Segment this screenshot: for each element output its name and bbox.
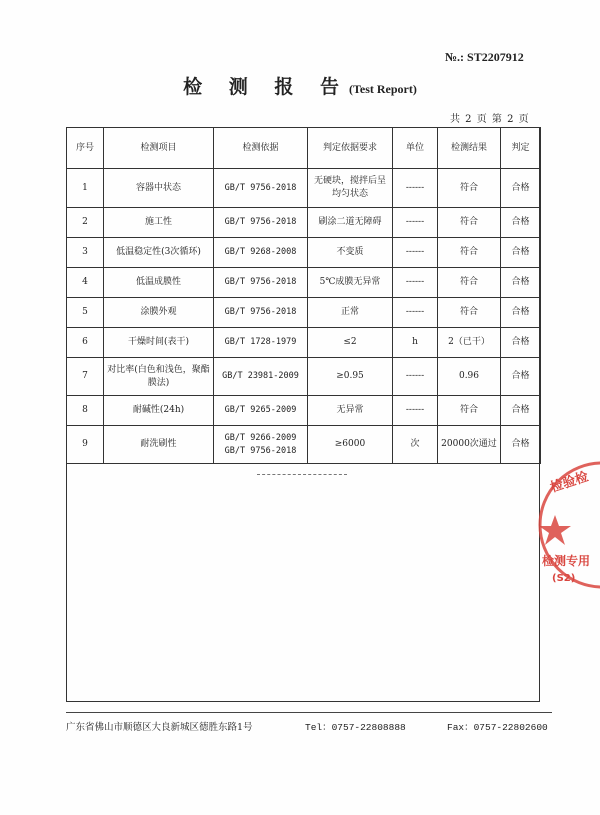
cell-unit: ------ [393, 396, 438, 426]
cell-basis: GB/T 9756-2018 [214, 208, 308, 238]
cell-item: 干燥时间(表干) [104, 328, 214, 358]
seal-star-icon [539, 515, 571, 545]
cell-basis: GB/T 9266-2009 GB/T 9756-2018 [214, 426, 308, 464]
table-row [67, 358, 541, 396]
cell-no: 5 [67, 298, 104, 328]
cell-verdict: 合格 [501, 208, 541, 238]
cell-unit: ------ [393, 268, 438, 298]
cell-item: 对比率(白色和浅色，聚酯膜法) [104, 358, 214, 396]
cell-item: 容器中状态 [104, 169, 214, 208]
cell-verdict: 合格 [501, 328, 541, 358]
cell-item: 低温稳定性(3次循环) [104, 238, 214, 268]
table-row [67, 268, 541, 298]
footer-rule [66, 712, 552, 713]
cell-verdict: 合格 [501, 396, 541, 426]
table-row [67, 208, 541, 238]
cell-item: 施工性 [104, 208, 214, 238]
cell-result: 符合 [438, 396, 501, 426]
cell-no: 8 [67, 396, 104, 426]
cell-basis: GB/T 9265-2009 [214, 396, 308, 426]
table-row [67, 169, 541, 208]
cell-result: 0.96 [438, 358, 501, 396]
cell-basis: GB/T 9756-2018 [214, 298, 308, 328]
cell-no: 3 [67, 238, 104, 268]
cell-requirement: 无硬块，搅拌后呈均匀状态 [308, 169, 393, 208]
table-row [67, 396, 541, 426]
cell-unit: ------ [393, 169, 438, 208]
cell-verdict: 合格 [501, 298, 541, 328]
report-title [0, 72, 600, 99]
cell-unit: ------ [393, 298, 438, 328]
cell-verdict: 合格 [501, 426, 541, 464]
footer-telephone: Tel：0757-22808888 [305, 722, 406, 733]
end-of-table-divider [257, 474, 347, 475]
page-counter: 共 2 页 第 2 页 [450, 114, 530, 125]
report-number: №.: ST2207912 [445, 50, 524, 64]
cell-result: 20000次通过 [438, 426, 501, 464]
cell-requirement: ≥0.95 [308, 358, 393, 396]
col-header-result: 检测结果 [438, 128, 501, 169]
cell-unit: ------ [393, 208, 438, 238]
seal-text-mid: 检测专用 [542, 554, 591, 568]
cell-requirement: 正常 [308, 298, 393, 328]
cell-basis: GB/T 23981-2009 [214, 358, 308, 396]
cell-basis: GB/T 9268-2008 [214, 238, 308, 268]
cell-no: 9 [67, 426, 104, 464]
cell-unit: ------ [393, 238, 438, 268]
table-header-row [67, 128, 541, 169]
cell-basis: GB/T 1728-1979 [214, 328, 308, 358]
cell-requirement: ≥6000 [308, 426, 393, 464]
cell-result: 2（已干） [438, 328, 501, 358]
table-row [67, 298, 541, 328]
cell-item: 涂膜外观 [104, 298, 214, 328]
report-title-cn: 检 测 报 告 [183, 76, 349, 98]
table-row [67, 426, 541, 464]
col-header-item: 检测项目 [104, 128, 214, 169]
cell-basis: GB/T 9756-2018 [214, 268, 308, 298]
table-row [67, 328, 541, 358]
cell-requirement: 5℃成膜无异常 [308, 268, 393, 298]
col-header-no: 序号 [67, 128, 104, 169]
col-header-requirement: 判定依据要求 [308, 128, 393, 169]
cell-requirement: 无异常 [308, 396, 393, 426]
footer-fax: Fax：0757-22802600 [447, 722, 548, 733]
cell-unit: h [393, 328, 438, 358]
seal-text-top: 检验检 [548, 469, 591, 496]
cell-result: 符合 [438, 268, 501, 298]
cell-unit: ------ [393, 358, 438, 396]
cell-no: 1 [67, 169, 104, 208]
cell-item: 耐碱性(24h) [104, 396, 214, 426]
cell-item: 低温成膜性 [104, 268, 214, 298]
inspection-seal-stamp [530, 455, 600, 595]
cell-item: 耐洗刷性 [104, 426, 214, 464]
cell-verdict: 合格 [501, 268, 541, 298]
cell-no: 7 [67, 358, 104, 396]
cell-requirement: 刷涂二道无障碍 [308, 208, 393, 238]
footer-address: 广东省佛山市顺德区大良新城区德胜东路1号 [66, 722, 253, 733]
col-header-basis: 检测依据 [214, 128, 308, 169]
cell-verdict: 合格 [501, 169, 541, 208]
cell-result: 符合 [438, 208, 501, 238]
cell-requirement: ≤2 [308, 328, 393, 358]
cell-result: 符合 [438, 298, 501, 328]
seal-text-code: (S2) [552, 573, 576, 584]
col-header-verdict: 判定 [501, 128, 541, 169]
cell-verdict: 合格 [501, 238, 541, 268]
cell-unit: 次 [393, 426, 438, 464]
table-row [67, 238, 541, 268]
cell-requirement: 不变质 [308, 238, 393, 268]
cell-verdict: 合格 [501, 358, 541, 396]
col-header-unit: 单位 [393, 128, 438, 169]
cell-result: 符合 [438, 169, 501, 208]
results-table [66, 127, 541, 464]
cell-result: 符合 [438, 238, 501, 268]
cell-basis: GB/T 9756-2018 [214, 169, 308, 208]
cell-no: 4 [67, 268, 104, 298]
cell-no: 6 [67, 328, 104, 358]
report-title-en: (Test Report) [348, 82, 417, 96]
cell-no: 2 [67, 208, 104, 238]
